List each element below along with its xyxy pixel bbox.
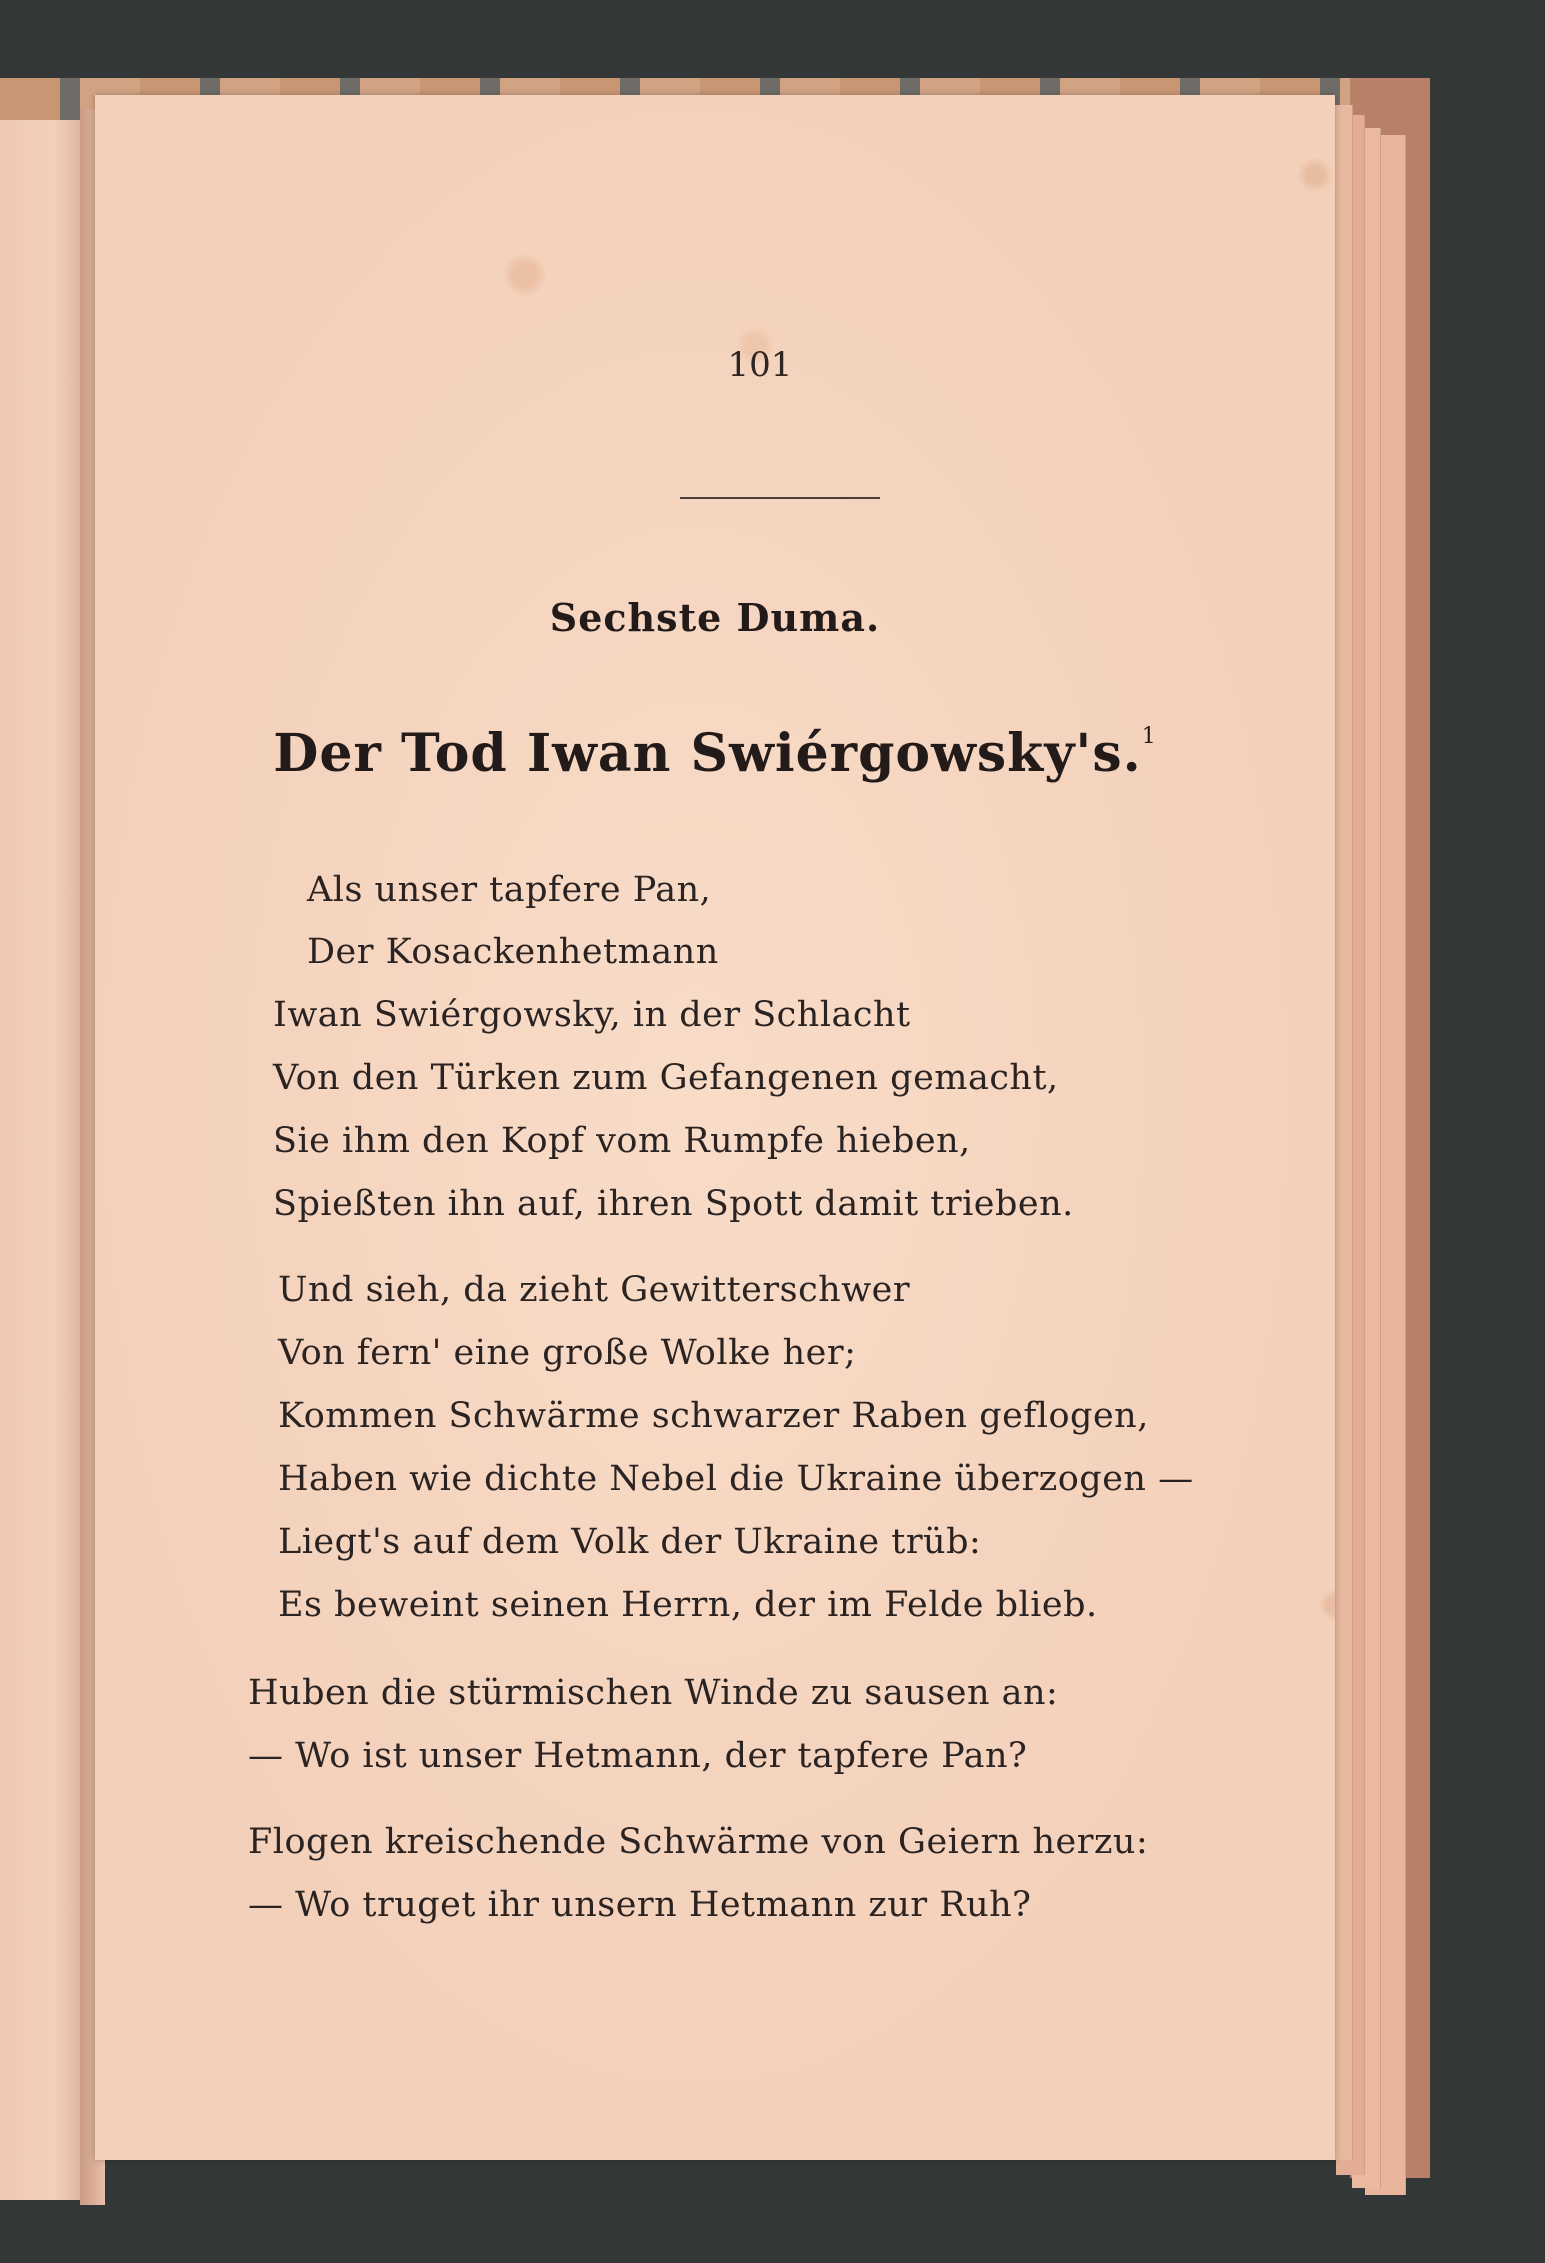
poem-line: Kommen Schwärme schwarzer Raben geflogen,	[278, 1396, 1149, 1436]
left-page-edge	[0, 120, 90, 2200]
poem-line: Von den Türken zum Gefangenen gemacht,	[273, 1058, 1059, 1098]
poem-line: — Wo truget ihr unsern Hetmann zur Ruh?	[248, 1885, 1032, 1925]
poem-line: Haben wie dichte Nebel die Ukraine überzogen —	[278, 1459, 1194, 1499]
page-content	[95, 95, 1335, 2160]
poem-line: Als unser tapfere Pan,	[307, 870, 712, 910]
poem-title	[95, 723, 1335, 784]
section-title	[95, 595, 1335, 640]
header-rule	[680, 497, 880, 499]
poem-line: Iwan Swiérgowsky, in der Schlacht	[273, 995, 911, 1035]
book-page	[95, 95, 1335, 2160]
poem-line: Huben die stürmischen Winde zu sausen an:	[248, 1673, 1059, 1713]
poem-title-text: Der Tod Iwan Swiérgowsky's.	[273, 723, 1142, 784]
poem-line: Flogen kreischende Schwärme von Geiern herzu:	[248, 1822, 1149, 1862]
poem-line: Sie ihm den Kopf vom Rumpfe hieben,	[273, 1121, 971, 1161]
footnote-marker: 1	[1141, 724, 1157, 749]
poem-line: Es beweint seinen Herrn, der im Felde blieb.	[278, 1585, 1098, 1625]
poem-line: Der Kosackenhetmann	[307, 932, 719, 972]
poem-line: Und sieh, da zieht Gewitterschwer	[278, 1270, 911, 1310]
poem-line: — Wo ist unser Hetmann, der tapfere Pan?	[248, 1736, 1028, 1776]
poem-line: Von fern' eine große Wolke her;	[278, 1333, 857, 1373]
poem-line: Liegt's auf dem Volk der Ukraine trüb:	[278, 1522, 982, 1562]
page-number: 101	[727, 345, 793, 385]
section-title-text: Sechste Duma.	[549, 595, 881, 640]
poem-line: Spießten ihn auf, ihren Spott damit trieben.	[273, 1184, 1074, 1224]
